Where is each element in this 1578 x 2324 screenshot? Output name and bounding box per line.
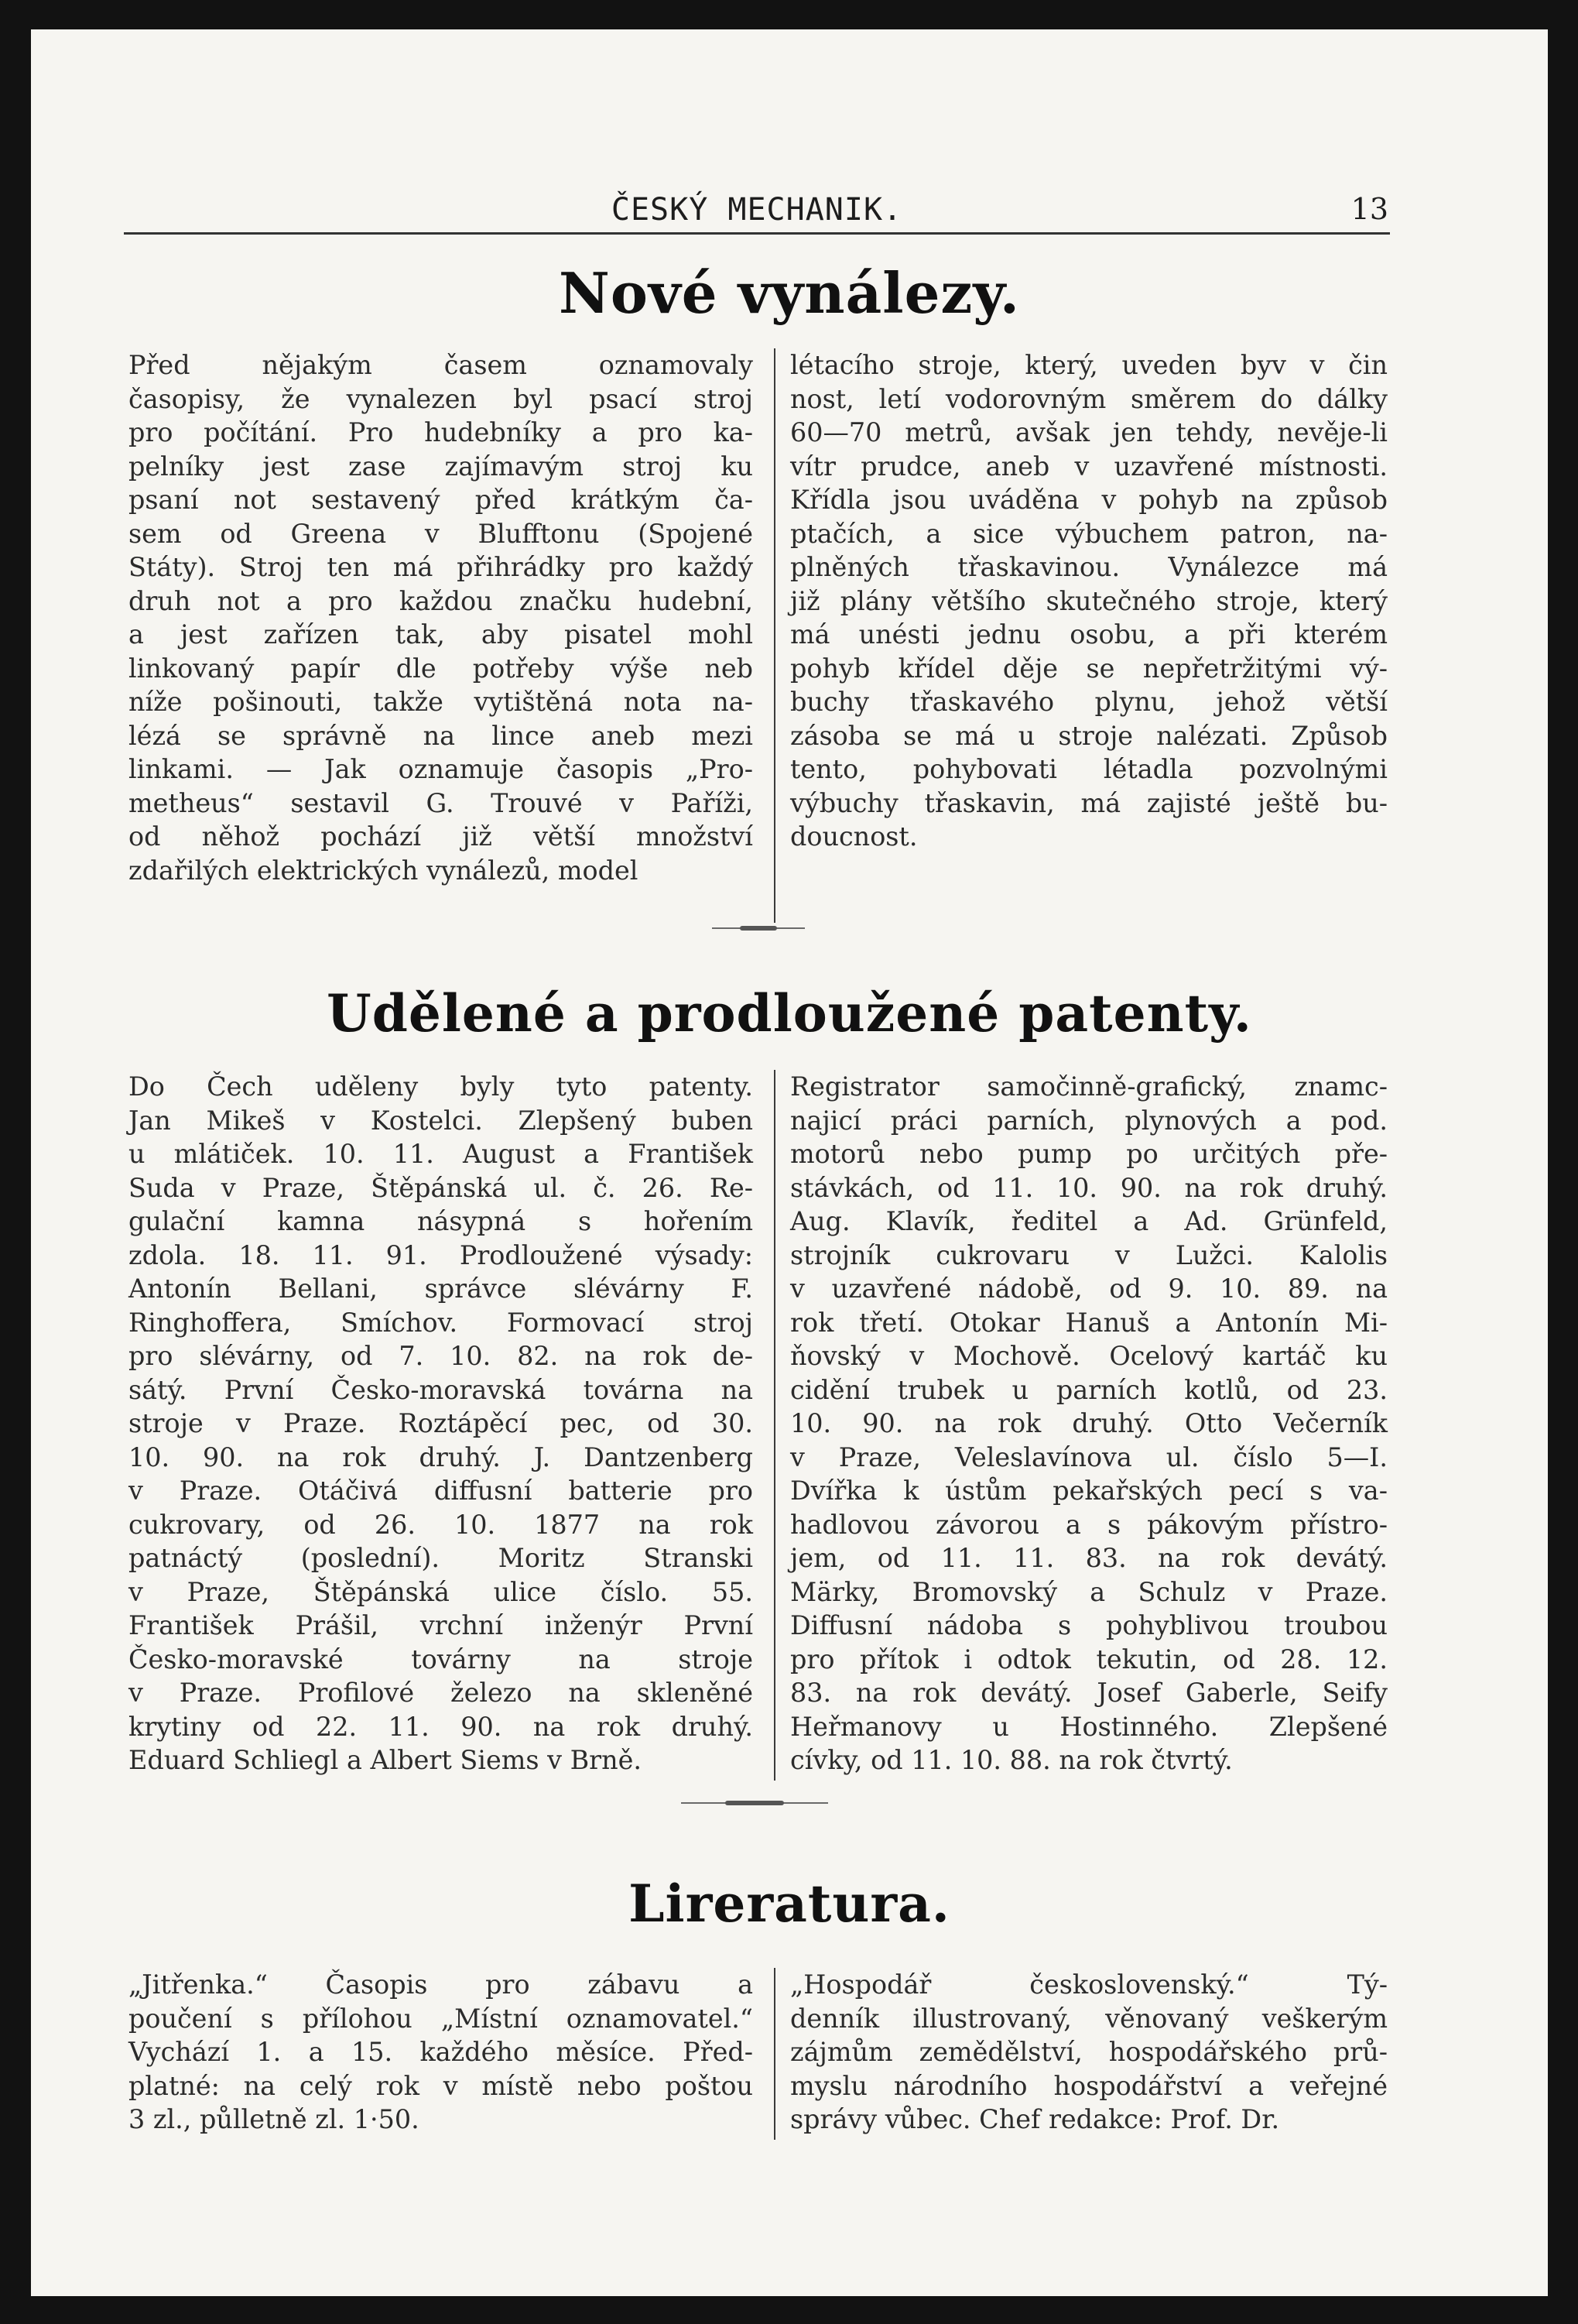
section-title-literature: Lireratura. xyxy=(628,1873,950,1934)
text-line: motorů nebo pump po určitých pře- xyxy=(790,1139,1388,1169)
text-line: zásoba se má u stroje nalézati. Způsob xyxy=(790,720,1388,751)
running-header xyxy=(124,163,1390,235)
text-line: 3 zl., půlletně zl. 1·50. xyxy=(128,2104,419,2134)
journal-title: ČESKÝ MECHANIK. xyxy=(611,192,903,228)
text-line: cukrovary, od 26. 10. 1877 na rok xyxy=(128,1509,753,1540)
text-line: tento, pohybovati létadla pozvolnými xyxy=(790,754,1388,784)
text-line: linkami. — Jak oznamuje časopis „Pro- xyxy=(128,754,753,784)
text-line: krytiny od 22. 11. 90. na rok druhý. xyxy=(128,1711,753,1742)
text-line: 60—70 metrů, avšak jen tehdy, nevěje-li xyxy=(790,417,1388,447)
text-line: výbuchy třaskavin, má zajisté ještě bu- xyxy=(790,787,1388,818)
literature-right-column xyxy=(790,1968,1388,2137)
text-line: má unésti jednu osobu, a při kterém xyxy=(790,619,1388,650)
text-line: létacího stroje, který, uveden byv v čin xyxy=(790,350,1388,380)
text-line: druh not a pro každou značku hudební, xyxy=(128,585,753,616)
text-line: František Prášil, vrchní inženýr První xyxy=(128,1610,753,1640)
text-line: „Hospodář československý.“ Tý- xyxy=(790,1969,1388,2000)
text-line: od něhož pochází již větší množství xyxy=(128,821,753,852)
text-line: zdola. 18. 11. 91. Prodloužené výsady: xyxy=(128,1239,753,1270)
text-line: gulační kamna násypná s hořením xyxy=(128,1206,753,1236)
section-title-patents: Udělené a prodloužené patenty. xyxy=(327,983,1252,1044)
text-line: stroje v Praze. Roztápěcí pec, od 30. xyxy=(128,1408,753,1438)
text-line: Ringhoffera, Smíchov. Formovací stroj xyxy=(128,1307,753,1338)
text-line: Registrator samočinně-grafický, znamc- xyxy=(790,1071,1388,1102)
text-line: v Praze. Otáčivá diffusní batterie pro xyxy=(128,1476,753,1506)
text-line: sem od Greena v Blufftonu (Spojené xyxy=(128,518,753,549)
text-line: platné: na celý rok v místě nebo poštou xyxy=(128,2070,753,2101)
text-line: Märky, Bromovský a Schulz v Praze. xyxy=(790,1576,1388,1607)
text-line: Vychází 1. a 15. každého měsíce. Před- xyxy=(128,2037,753,2067)
text-line: cidění trubek u parních kotlů, od 23. xyxy=(790,1374,1388,1405)
text-line: strojník cukrovaru v Lužci. Kalolis xyxy=(790,1239,1388,1270)
text-line: sátý. První Česko-moravská továrna na xyxy=(128,1374,753,1405)
patents-right-column xyxy=(790,1070,1388,1777)
text-line: níže pošinouti, takže vytištěná nota na- xyxy=(128,687,753,717)
text-line: v Praze, Štěpánská ulice číslo. 55. xyxy=(128,1576,753,1607)
text-line: linkovaný papír dle potřeby výše neb xyxy=(128,653,753,684)
text-line: jem, od 11. 11. 83. na rok devátý. xyxy=(790,1543,1388,1573)
text-line: cívky, od 11. 10. 88. na rok čtvrtý. xyxy=(790,1745,1233,1775)
text-line: pro přítok i odtok tekutin, od 28. 12. xyxy=(790,1644,1388,1674)
column-rule xyxy=(774,348,775,923)
text-line: nost, letí vodorovným směrem do dálky xyxy=(790,383,1388,414)
text-line: doucnost. xyxy=(790,821,918,852)
text-line: pro počítání. Pro hudebníky a pro ka- xyxy=(128,417,753,447)
text-line: Heřmanovy u Hostinného. Zlepšené xyxy=(790,1711,1388,1742)
text-line: Antonín Bellani, správce slévárny F. xyxy=(128,1273,753,1304)
text-line: psaní not sestavený před krátkým ča- xyxy=(128,485,753,515)
text-line: Před nějakým časem oznamovaly xyxy=(128,350,753,380)
text-line: patnáctý (poslední). Moritz Stranski xyxy=(128,1543,753,1573)
text-line: zájmům zemědělství, hospodářského prů- xyxy=(790,2037,1388,2067)
section-divider xyxy=(712,927,805,929)
text-line: metheus“ sestavil G. Trouvé v Paříži, xyxy=(128,787,753,818)
text-line: poučení s přílohou „Místní oznamovatel.“ xyxy=(128,2003,753,2034)
inventions-right-column xyxy=(790,348,1388,854)
text-line: plněných třaskavinou. Vynálezce má xyxy=(790,552,1388,582)
text-line: rok třetí. Otokar Hanuš a Antonín Mi- xyxy=(790,1307,1388,1338)
text-line: Státy). Stroj ten má přihrádky pro každý xyxy=(128,552,753,582)
text-line: Dvířka k ústům pekařských pecí s va- xyxy=(790,1476,1388,1506)
text-line: pelníky jest zase zajímavým stroj ku xyxy=(128,451,753,482)
text-line: správy vůbec. Chef redakce: Prof. Dr. xyxy=(790,2104,1280,2134)
text-line: 10. 90. na rok druhý. J. Dantzenberg xyxy=(128,1441,753,1472)
text-line: Suda v Praze, Štěpánská ul. č. 26. Re- xyxy=(128,1172,753,1203)
column-rule xyxy=(774,1968,775,2140)
text-line: v Praze. Profilové železo na skleněné xyxy=(128,1678,753,1708)
text-line: Česko-moravské továrny na stroje xyxy=(128,1644,753,1674)
text-line: ňovský v Mochově. Ocelový kartáč ku xyxy=(790,1341,1388,1371)
text-line: buchy třaskavého plynu, jehož větší xyxy=(790,687,1388,717)
text-line: hadlovou závorou a s pákovým přístro- xyxy=(790,1509,1388,1540)
text-line: lézá se správně na lince aneb mezi xyxy=(128,720,753,751)
column-rule xyxy=(774,1070,775,1781)
text-line: vítr prudce, aneb v uzavřené místnosti. xyxy=(790,451,1388,482)
text-line: denník illustrovaný, věnovaný veškerým xyxy=(790,2003,1388,2034)
page xyxy=(31,29,1548,2296)
inventions-left-column xyxy=(128,348,753,887)
section-title-inventions: Nové vynálezy. xyxy=(559,260,1020,326)
section-divider xyxy=(681,1802,828,1804)
text-line: v Praze, Veleslavínova ul. číslo 5—I. xyxy=(790,1441,1388,1472)
text-line: již plány většího skutečného stroje, který xyxy=(790,585,1388,616)
literature-left-column xyxy=(128,1968,753,2137)
text-line: časopisy, že vynalezen byl psací stroj xyxy=(128,383,753,414)
text-line: „Jitřenka.“ Časopis pro zábavu a xyxy=(128,1969,753,2000)
text-line: stávkách, od 11. 10. 90. na rok druhý. xyxy=(790,1172,1388,1203)
text-line: zdařilých elektrických vynálezů, model xyxy=(128,855,638,886)
text-line: Křídla jsou uváděna v pohyb na způsob xyxy=(790,485,1388,515)
patents-left-column xyxy=(128,1070,753,1777)
text-line: a jest zařízen tak, aby pisatel mohl xyxy=(128,619,753,650)
text-line: 83. na rok devátý. Josef Gaberle, Seify xyxy=(790,1678,1388,1708)
text-line: 10. 90. na rok druhý. Otto Večerník xyxy=(790,1408,1388,1438)
text-line: v uzavřené nádobě, od 9. 10. 89. na xyxy=(790,1273,1388,1304)
text-line: najicí práci parních, plynových a pod. xyxy=(790,1105,1388,1136)
page-number: 13 xyxy=(1350,192,1388,226)
text-line: Jan Mikeš v Kostelci. Zlepšený buben xyxy=(128,1105,753,1136)
text-line: Do Čech uděleny byly tyto patenty. xyxy=(128,1071,753,1102)
text-line: pohyb křídel děje se nepřetržitými vý- xyxy=(790,653,1388,684)
text-line: u mlátiček. 10. 11. August a František xyxy=(128,1139,753,1169)
text-line: Diffusní nádoba s pohyblivou troubou xyxy=(790,1610,1388,1640)
text-line: pro slévárny, od 7. 10. 82. na rok de- xyxy=(128,1341,753,1371)
text-line: Aug. Klavík, ředitel a Ad. Grünfeld, xyxy=(790,1206,1388,1236)
text-line: ptačích, a sice výbuchem patron, na- xyxy=(790,518,1388,549)
text-line: Eduard Schliegl a Albert Siems v Brně. xyxy=(128,1745,642,1775)
text-line: myslu národního hospodářství a veřejné xyxy=(790,2070,1388,2101)
